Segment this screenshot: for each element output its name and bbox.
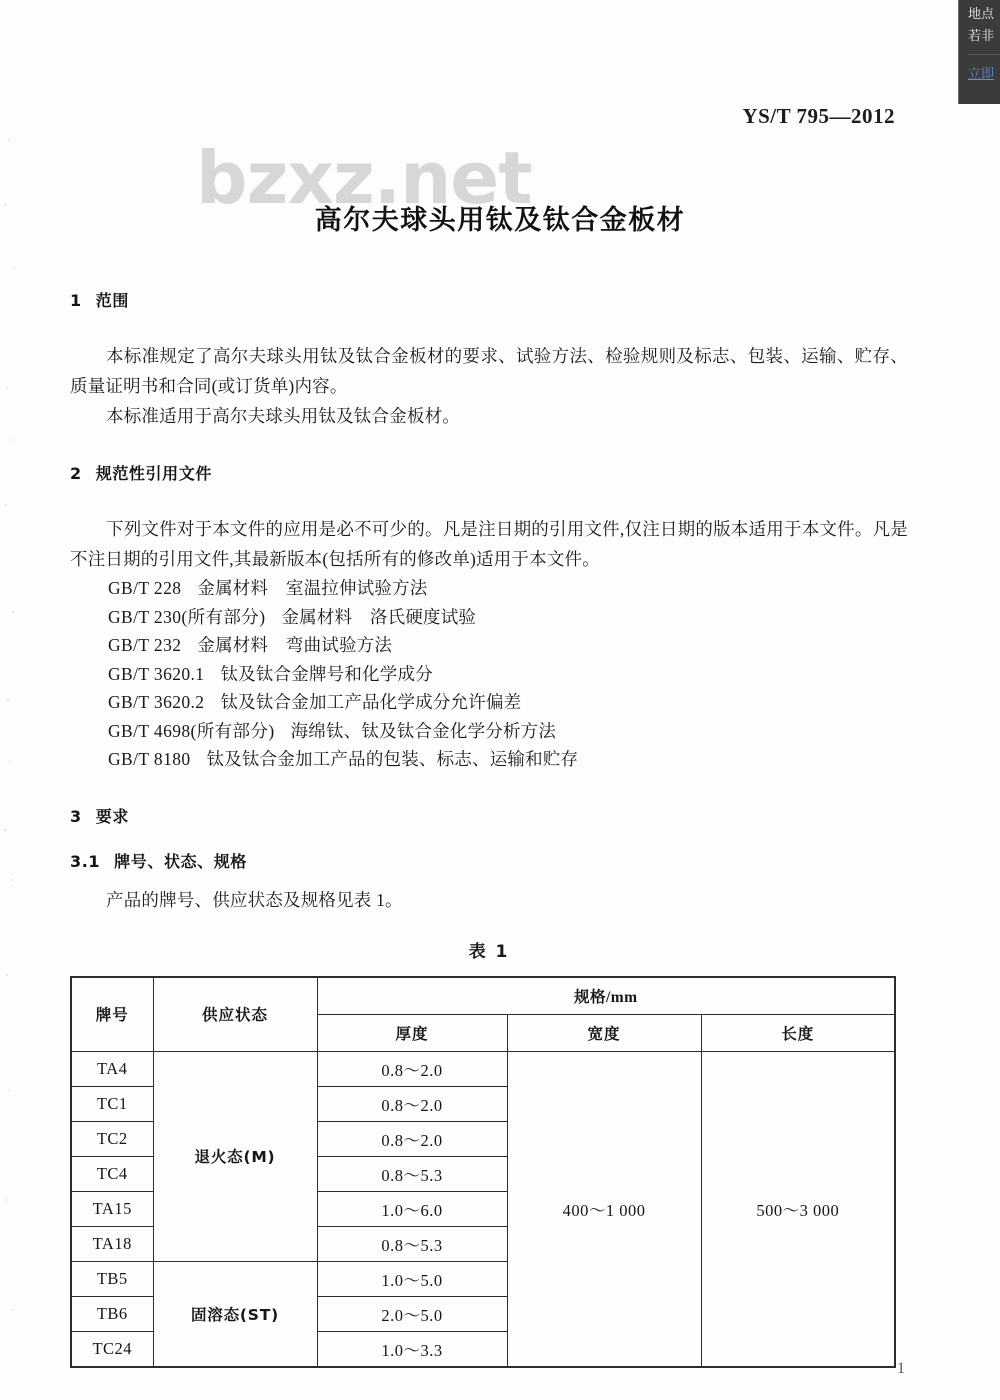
section-title-3: 要求 (95, 806, 129, 826)
cell-thickness: 0.8～2.0 (317, 1086, 507, 1121)
th-spec-group: 规格/mm (317, 977, 895, 1015)
cell-thickness: 1.0～5.0 (317, 1261, 507, 1296)
th-thickness: 厚度 (317, 1014, 507, 1051)
cell-thickness: 1.0～6.0 (317, 1191, 507, 1226)
reference-item (70, 631, 908, 660)
section-number-3-1: 3.1 (70, 851, 101, 871)
reference-code: GB/T 8180 (108, 749, 191, 769)
section-title-2: 规范性引用文件 (95, 464, 212, 483)
section-1-paragraph-2: 本标准适用于高尔夫球头用钛及钛合金板材。 (106, 406, 460, 426)
reference-item (70, 603, 908, 632)
section-3-1-paragraph-1: 产品的牌号、供应状态及规格见表 1。 (106, 889, 403, 910)
reference-item (70, 660, 908, 689)
table-row (71, 1051, 895, 1086)
standard-code-header: YS/T 795—2012 (742, 104, 895, 128)
reference-title: 金属材料 洛氏硬度试验 (281, 606, 477, 627)
reference-title: 金属材料 弯曲试验方法 (197, 635, 393, 655)
reference-code: GB/T 3620.2 (108, 692, 205, 712)
section-heading-3-1 (70, 849, 908, 872)
reference-title: 钛及钛合金加工产品化学成分允许偏差 (220, 692, 522, 712)
cell-grade: TC4 (71, 1156, 153, 1191)
section-2-paragraph-1: 下列文件对于本文件的应用是必不可少的。凡是注日期的引用文件,仅注日期的版本适用于本文件。凡是不注日期的引用文件,其最新版本(包括所有的修改单)适用于本文件。 (70, 519, 908, 569)
cell-thickness: 0.8～5.3 (317, 1156, 507, 1191)
th-length: 长度 (701, 1014, 895, 1051)
reference-code: GB/T 4698(所有部分) (108, 720, 275, 741)
specification-table (70, 976, 896, 1368)
cell-grade: TA4 (71, 1051, 153, 1086)
reference-item (70, 745, 908, 774)
cell-thickness: 0.8～2.0 (317, 1051, 507, 1086)
reference-item (70, 717, 908, 746)
cell-grade: TC1 (71, 1086, 153, 1121)
cell-grade: TC24 (71, 1331, 153, 1367)
section-heading-1 (70, 288, 908, 311)
th-grade: 牌号 (71, 977, 153, 1052)
reference-code: GB/T 228 (108, 578, 182, 598)
section-title-3-1: 牌号、状态、规格 (114, 851, 247, 871)
reference-item (70, 574, 908, 603)
overlay-action-link[interactable]: 立即 (968, 67, 995, 82)
page-number: 1 (897, 1360, 905, 1377)
section-1-paragraph-1: 本标准规定了高尔夫球头用钛及钛合金板材的要求、试验方法、检验规则及标志、包装、运输、贮存、质量证明书和合同(或订货单)内容。 (70, 346, 908, 396)
promo-overlay-panel[interactable] (958, 0, 1000, 104)
table-caption: 表 1 (468, 941, 510, 962)
table-header-row-1 (71, 977, 895, 1015)
reference-code: GB/T 232 (108, 635, 182, 655)
cell-grade: TA15 (71, 1191, 153, 1226)
reference-title: 海绵钛、钛及钛合金化学分析方法 (290, 720, 557, 741)
normative-reference-list (70, 574, 908, 774)
watermark-text: bzxz.net (196, 136, 532, 220)
cell-supply-state: 退火态(M) (153, 1051, 317, 1261)
overlay-text-line-1: 地点 (968, 7, 995, 22)
section-heading-2 (70, 461, 908, 484)
section-heading-3 (70, 804, 908, 827)
reference-code: GB/T 3620.1 (108, 663, 205, 684)
reference-title: 钛及钛合金牌号和化学成分 (220, 663, 433, 684)
overlay-text-line-2: 若非 (968, 29, 995, 44)
cell-thickness: 2.0～5.0 (317, 1296, 507, 1331)
section-number-1: 1 (70, 291, 82, 310)
cell-grade: TC2 (71, 1121, 153, 1156)
cell-supply-state: 固溶态(ST) (153, 1261, 317, 1367)
cell-grade: TB6 (71, 1296, 153, 1331)
cell-length: 500～3 000 (701, 1051, 895, 1367)
cell-grade: TB5 (71, 1261, 153, 1296)
cell-width: 400～1 000 (507, 1051, 701, 1367)
reference-code: GB/T 230(所有部分) (108, 606, 266, 627)
reference-title: 钛及钛合金加工产品的包装、标志、运输和贮存 (206, 749, 579, 769)
document-body (70, 288, 908, 1368)
document-title: 高尔夫球头用钛及钛合金板材 (314, 205, 686, 236)
cell-grade: TA18 (71, 1226, 153, 1261)
cell-thickness: 0.8～5.3 (317, 1226, 507, 1261)
overlay-divider (968, 54, 1000, 55)
reference-item (70, 688, 908, 717)
cell-thickness: 1.0～3.3 (317, 1331, 507, 1367)
th-width: 宽度 (507, 1014, 701, 1051)
cell-thickness: 0.8～2.0 (317, 1121, 507, 1156)
th-supply-state: 供应状态 (153, 977, 317, 1052)
section-number-2: 2 (70, 464, 82, 483)
section-title-1: 范围 (95, 291, 129, 310)
reference-title: 金属材料 室温拉伸试验方法 (197, 578, 428, 598)
section-number-3: 3 (70, 806, 82, 826)
